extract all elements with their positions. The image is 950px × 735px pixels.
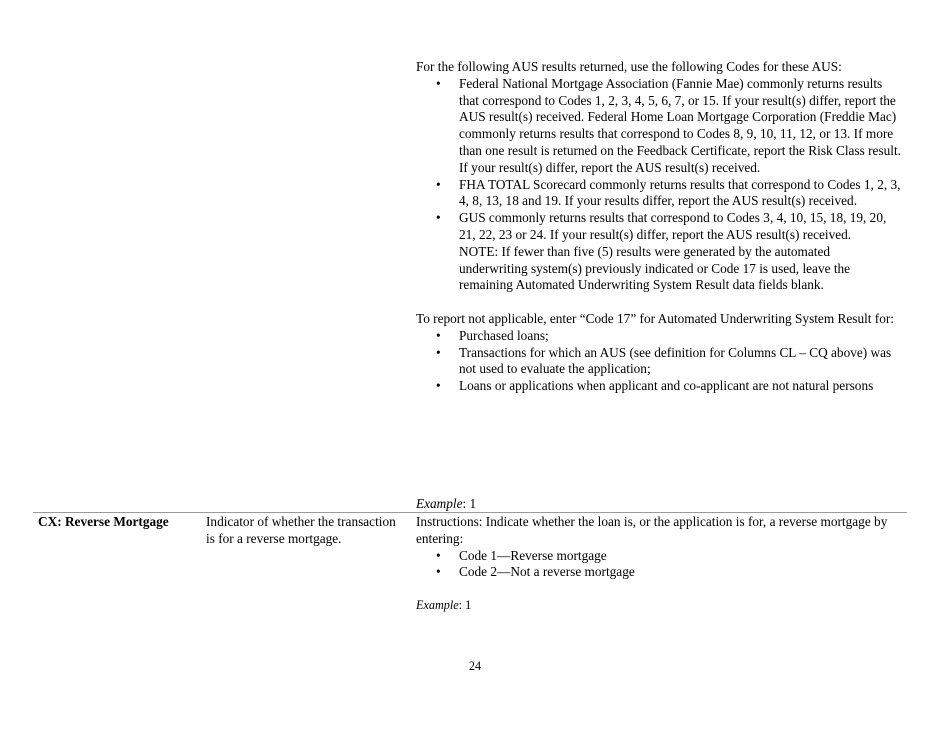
not-applicable-bullet: Purchased loans; xyxy=(459,327,549,343)
list-item xyxy=(416,378,902,395)
field-definition-cx: Indicator of whether the transaction is for a reverse mortgage. xyxy=(206,514,396,546)
row-divider xyxy=(33,512,907,513)
instructions-text: Instructions: Indicate whether the loan is, or the application is for, a reverse mortgage by entering: xyxy=(416,514,888,546)
cx-example xyxy=(416,597,471,614)
not-applicable-list xyxy=(416,328,902,395)
field-instructions-cx xyxy=(416,514,902,581)
bullet-icon: • xyxy=(436,547,441,563)
example-label: Example xyxy=(416,598,459,612)
bullet-icon: • xyxy=(436,564,441,580)
aus-intro-text: For the following AUS results returned, use the following Codes for these AUS: xyxy=(416,59,842,74)
bullet-icon: • xyxy=(436,75,441,91)
list-item xyxy=(416,177,902,211)
bullet-icon: • xyxy=(436,378,441,394)
list-item xyxy=(416,564,902,581)
bullet-icon: • xyxy=(436,176,441,192)
aus-bullet-text: FHA TOTAL Scorecard commonly returns results that correspond to Codes 1, 2, 3, 4, 8, 13, 18 and 19. If your results differ, report the AUS result(s) received. xyxy=(459,176,901,209)
not-applicable-intro: To report not applicable, enter “Code 17” for Automated Underwriting System Result for: xyxy=(416,310,895,326)
aus-bullet-text: Federal National Mortgage Association (Fannie Mae) commonly returns results that correspond to Codes 1, 2, 3, 4, 5, 6, 7, or 15. If your result(s) differ, report the AUS result(s) received. Federal Home Loan Mortgage Corporation (Freddie Mac) commonly returns results that correspond to Codes 8, 9, 10, 11, 12, or 13. If more than one result is returned on the Feedback Certificate, report the Risk Class result. If your result(s) differ, report the AUS result(s) received. xyxy=(459,75,901,175)
list-item xyxy=(416,328,902,345)
field-name-cx: CX: Reverse Mortgage xyxy=(38,514,169,529)
list-item xyxy=(416,548,902,565)
bullet-icon: • xyxy=(436,327,441,343)
cx-code-text: Code 1—Reverse mortgage xyxy=(459,547,607,563)
example-value: : 1 xyxy=(458,598,472,612)
not-applicable-bullet: Loans or applications when applicant and co-applicant are not natural persons xyxy=(459,378,874,394)
aus-bullet-text: GUS commonly returns results that correspond to Codes 3, 4, 10, 15, 18, 19, 20, 21, 22, 23 or 24. If your result(s) differ, report the AUS result(s) received. xyxy=(459,210,887,242)
list-item xyxy=(416,210,902,294)
aus-continuation-block xyxy=(416,59,902,395)
list-item xyxy=(416,345,902,379)
list-item xyxy=(416,76,902,177)
aus-codes-list xyxy=(416,76,902,294)
example-value: : 1 xyxy=(462,496,477,511)
aus-example xyxy=(416,496,476,513)
not-applicable-bullet: Transactions for which an AUS (see definition for Columns CL – CQ above) was not used to evaluate the application; xyxy=(459,344,892,377)
aus-note-text: NOTE: If fewer than five (5) results were generated by the automated underwriting system(s) previously indicated or Code 17 is used, leave the remaining Automated Underwriting System Result data fields blank. xyxy=(459,243,851,293)
example-label: Example xyxy=(416,496,463,511)
cx-code-text: Code 2—Not a reverse mortgage xyxy=(459,564,635,580)
page-number: 24 xyxy=(468,659,482,673)
bullet-icon: • xyxy=(436,344,441,360)
cx-codes-list xyxy=(416,548,902,582)
bullet-icon: • xyxy=(436,210,441,226)
